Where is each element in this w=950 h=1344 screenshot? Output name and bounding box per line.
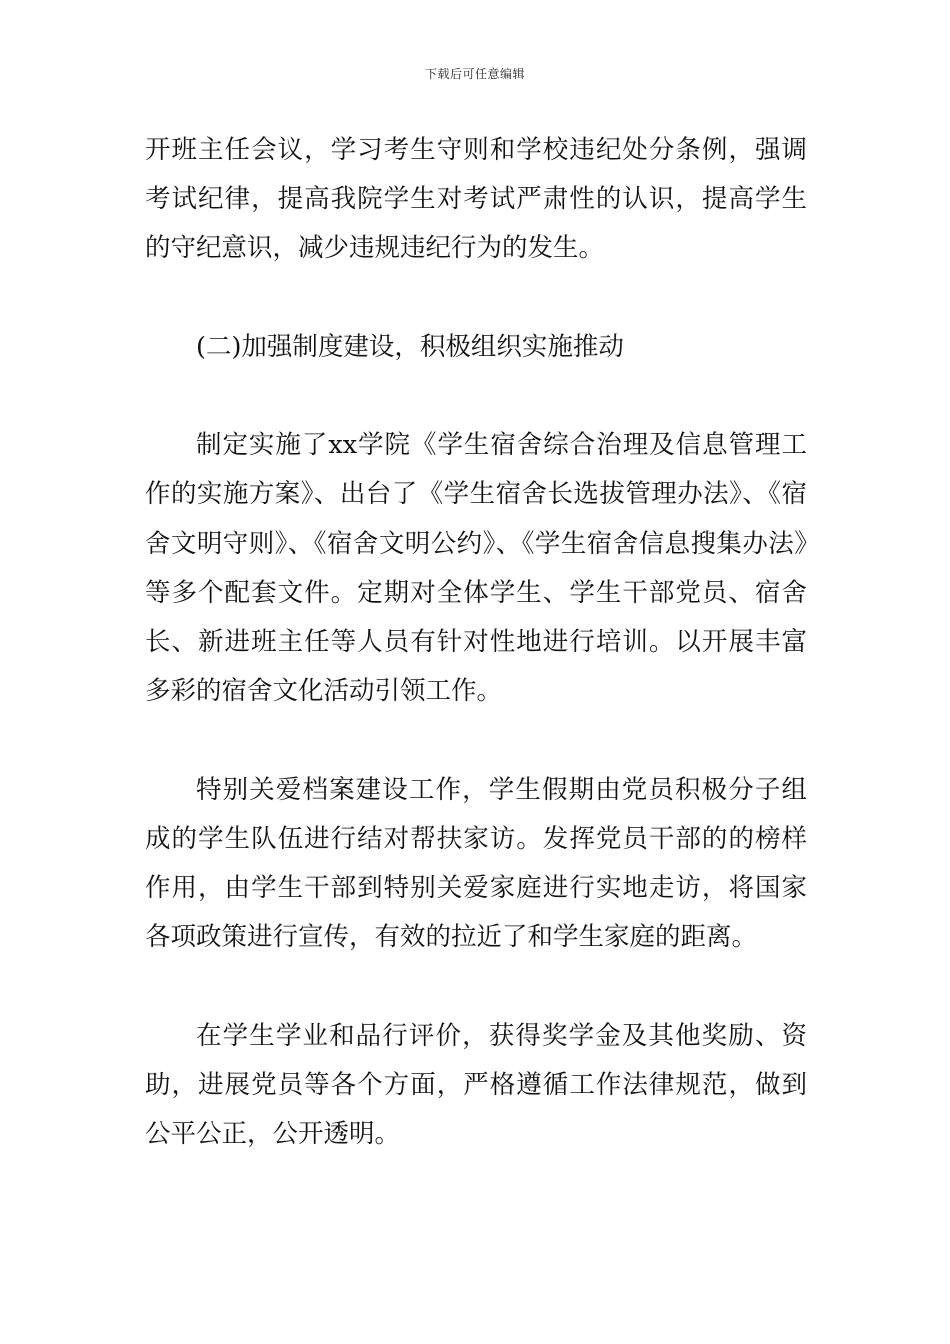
section-heading: (二)加强制度建设，积极组织实施推动 [196, 331, 624, 362]
paragraph-gap [145, 962, 807, 1011]
document-body [145, 126, 807, 1159]
paragraph-system-building: 制定实施了xx学院《学生宿舍综合治理及信息管理工作的实施方案》、出台了《学生宿舍长选拔管理办法》、《宿舍文明守则》、《宿舍文明公约》、《学生宿舍信息搜集办法》等多个配套文件。定期对全体学生、学生干部党员、宿舍长、新进班主任等人员有针对性地进行培训。以开展丰富多彩的宿舍文化活动引领工作。 [145, 430, 807, 707]
paragraph-continuation: 开班主任会议，学习考生守则和学校违纪处分条例，强调考试纪律，提高我院学生对考试严肃性的认识，提高学生的守纪意识，减少违规违纪行为的发生。 [145, 135, 807, 264]
paragraph-evaluation: 在学生学业和品行评价，获得奖学金及其他奖励、资助，进展党员等各个方面，严格遵循工作法律规范，做到公平公正，公开透明。 [145, 1020, 807, 1149]
paragraph-care-archive: 特别关爱档案建设工作，学生假期由党员积极分子组成的学生队伍进行结对帮扶家访。发挥党员干部的的榜样作用，由学生干部到特别关爱家庭进行实地走访，将国家各项政策进行宣传，有效的拉近了和学生家庭的距离。 [145, 774, 807, 953]
paragraph-gap [145, 274, 807, 323]
page-header-note: 下载后可任意编辑 [424, 67, 525, 81]
paragraph-gap [145, 372, 807, 421]
paragraph-gap [145, 716, 807, 765]
